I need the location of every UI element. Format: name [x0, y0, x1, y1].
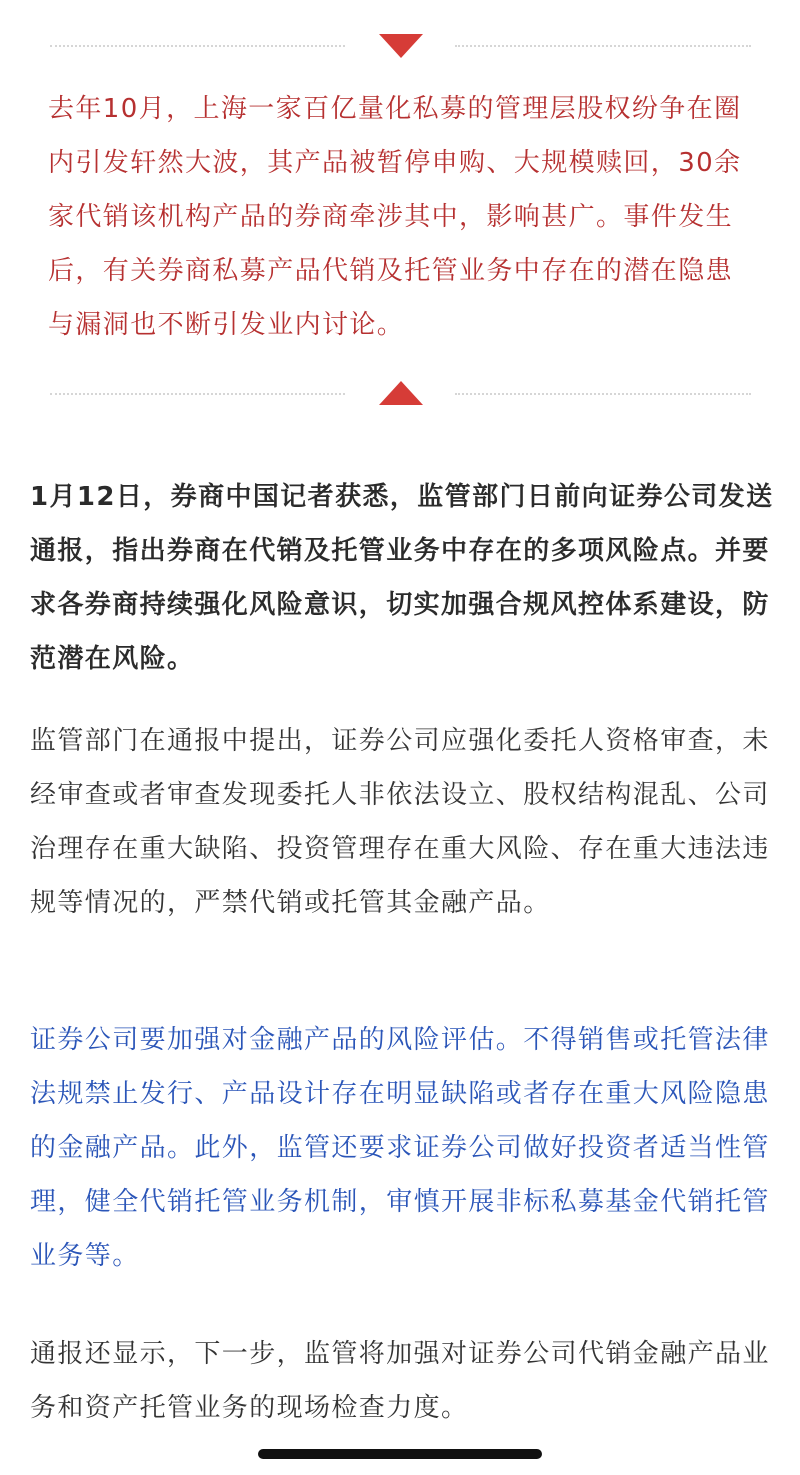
- triangle-up-icon: [379, 381, 423, 405]
- triangle-down-icon: [379, 34, 423, 58]
- dotted-line-left: [50, 45, 345, 47]
- body-paragraph-final: 通报还显示，下一步，监管将加强对证券公司代销金融产品业务和资产托管业务的现场检查力度。: [30, 1339, 770, 1423]
- intro-top-divider: [0, 31, 800, 61]
- home-indicator[interactable]: [258, 1449, 542, 1459]
- dotted-line-left: [50, 393, 345, 395]
- intro-summary: 去年10月，上海一家百亿量化私募的管理层股权纷争在圈内引发轩然大波，其产品被暂停申购、大规模赎回，30余家代销该机构产品的券商牵涉其中，影响甚广。事件发生后，有关券商私募产品代销及托管业务中存在的潜在隐患与漏洞也不断引发业内讨论。: [48, 94, 742, 340]
- intro-bottom-divider: [0, 379, 800, 409]
- dotted-line-right: [455, 393, 751, 395]
- dotted-line-right: [455, 45, 751, 47]
- lead-paragraph: 1月12日，券商中国记者获悉，监管部门日前向证券公司发送通报，指出券商在代销及托管业务中存在的多项风险点。并要求各券商持续强化风险意识，切实加强合规风控体系建设，防范潜在风险。: [30, 482, 774, 674]
- highlight-paragraph: 证券公司要加强对金融产品的风险评估。不得销售或托管法律法规禁止发行、产品设计存在明显缺陷或者存在重大风险隐患的金融产品。此外，监管还要求证券公司做好投资者适当性管理，健全代销托管业务机制，审慎开展非标私募基金代销托管业务等。: [30, 1025, 770, 1271]
- body-paragraph: 监管部门在通报中提出，证券公司应强化委托人资格审查，未经审查或者审查发现委托人非依法设立、股权结构混乱、公司治理存在重大缺陷、投资管理存在重大风险、存在重大违法违规等情况的，严禁代销或托管其金融产品。: [30, 726, 770, 918]
